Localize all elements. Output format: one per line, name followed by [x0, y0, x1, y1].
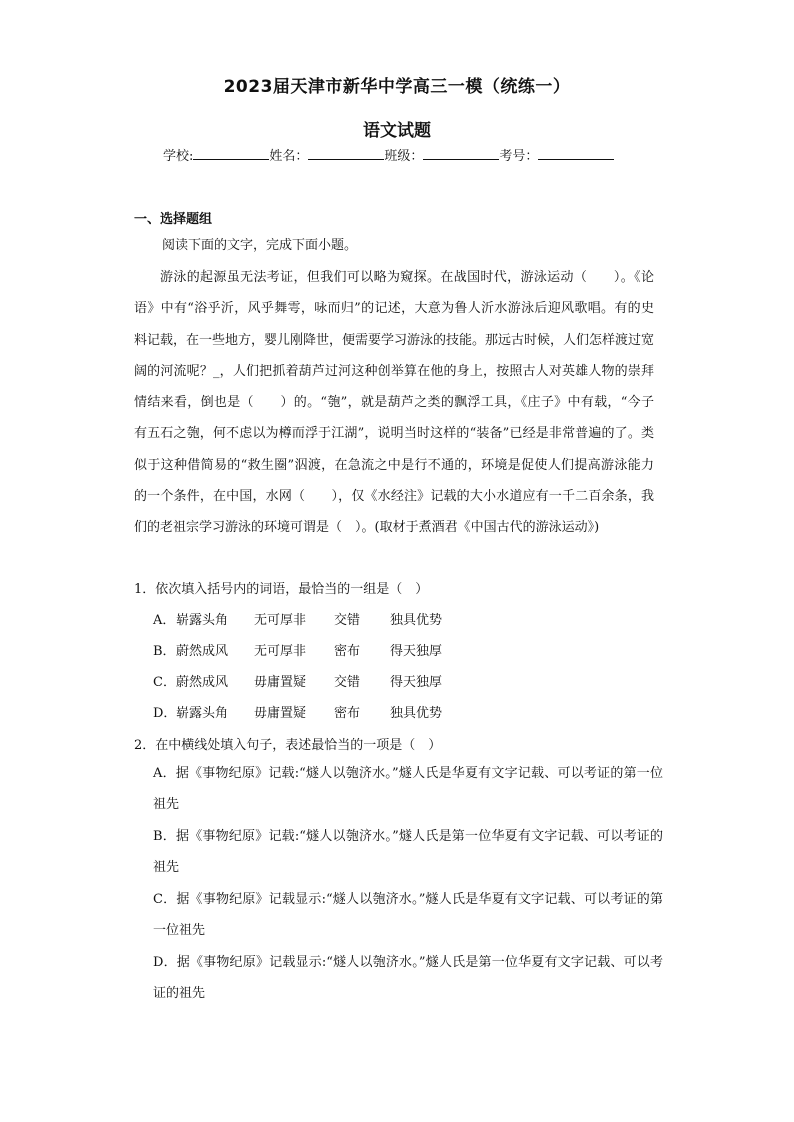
q1-option-d[interactable] — [153, 702, 442, 721]
q1-option-c[interactable] — [153, 671, 442, 690]
option-text: D．据《事物纪原》记载显示:“燧人以匏济水。”燧人氏是第一位华夏有文字记载、可以考证的祖先 — [153, 955, 663, 1001]
exam-subtitle: 语文试题 — [363, 121, 431, 141]
exam-number-blank — [538, 147, 614, 160]
exam-number-label: 考号： — [499, 149, 539, 164]
option-word: 独具优势 — [390, 613, 443, 628]
name-blank — [308, 147, 384, 160]
school-label: 学校: — [163, 149, 194, 164]
class-blank — [423, 147, 499, 160]
question-2-stem: 2．在中横线处填入句子，表述最恰当的一项是（ ） — [134, 738, 442, 753]
option-letter: B． — [153, 644, 176, 659]
option-text: C．据《事物纪原》记载显示:“燧人以匏济水。”燧人氏是华夏有文字记载、可以考证的第一位祖先 — [153, 892, 663, 938]
option-word: 得天独厚 — [390, 644, 443, 659]
passage-text: 游泳的起源虽无法考证，但我们可以略为窥探。在战国时代，游泳运动（ ）。《论语》中有“浴乎沂，风乎舞雩，咏而归”的记述，大意为鲁人沂水游泳后迎风歌唱。有的史料记载，在一些地方，婴儿刚降世，便需要学习游泳的技能。那远古时候，人们怎样渡过宽阔的河流呢？_，人们把抓着葫芦过河这种创举算在他的身上，按照古人对英雄人物的崇拜情结来看，倒也是（ ）的。“匏”，就是葫芦之类的飘浮工具，《庄子》中有载，“今子有五石之匏，何不虑以为樽而浮于江湖”，说明当时这样的“装备”已经是非常普遍的了。类似于这种借简易的“救生圈”泅渡，在急流之中是行不通的，环境是促使人们提高游泳能力的一个条件，在中国，水网（ ），仅《水经注》记载的大小水道应有一千二百余条，我们的老祖宗学习游泳的环境可谓是（ ）。(取材于煮酒君《中国古代的游泳运动》) — [134, 270, 655, 536]
q1-option-b[interactable] — [153, 640, 442, 659]
option-word: 得天独厚 — [390, 675, 443, 690]
section-intro: 阅读下面的文字，完成下面小题。 — [162, 238, 358, 253]
option-word: 蔚然成风 — [176, 644, 229, 659]
option-word: 无可厚非 — [254, 644, 307, 659]
option-letter: C． — [153, 675, 176, 690]
reading-passage — [134, 262, 654, 544]
question-1-stem: 1．依次填入括号内的词语，最恰当的一组是（ ） — [134, 582, 429, 597]
school-blank — [193, 147, 269, 160]
option-text: A．据《事物纪原》记载:“燧人以匏济水。”燧人氏是华夏有文字记载、可以考证的第一位祖先 — [153, 766, 663, 812]
option-word: 交错 — [334, 613, 361, 628]
option-word: 交错 — [334, 675, 361, 690]
exam-title: 2023届天津市新华中学高三一模（统练一） — [223, 77, 571, 97]
name-label: 姓名： — [269, 149, 309, 164]
option-word: 无可厚非 — [254, 613, 307, 628]
q2-option-b[interactable] — [153, 821, 663, 883]
option-letter: A． — [153, 613, 176, 628]
q2-option-a[interactable] — [153, 758, 663, 820]
q1-option-a[interactable] — [153, 609, 442, 628]
option-word: 崭露头角 — [176, 706, 229, 721]
q2-option-d[interactable] — [153, 947, 663, 1009]
q2-option-c[interactable] — [153, 884, 663, 946]
option-word: 毋庸置疑 — [254, 675, 307, 690]
class-label: 班级： — [384, 149, 424, 164]
option-letter: D． — [153, 706, 177, 721]
option-text: B．据《事物纪原》记载:“燧人以匏济水。”燧人氏是第一位华夏有文字记载、可以考证的祖先 — [153, 829, 663, 875]
option-word: 密布 — [334, 706, 361, 721]
option-word: 蔚然成风 — [176, 675, 229, 690]
option-word: 密布 — [334, 644, 361, 659]
section-heading: 一、选择题组 — [134, 212, 213, 227]
option-word: 毋庸置疑 — [254, 706, 307, 721]
option-word: 崭露头角 — [176, 613, 229, 628]
option-word: 独具优势 — [390, 706, 443, 721]
student-info-row — [163, 145, 614, 164]
